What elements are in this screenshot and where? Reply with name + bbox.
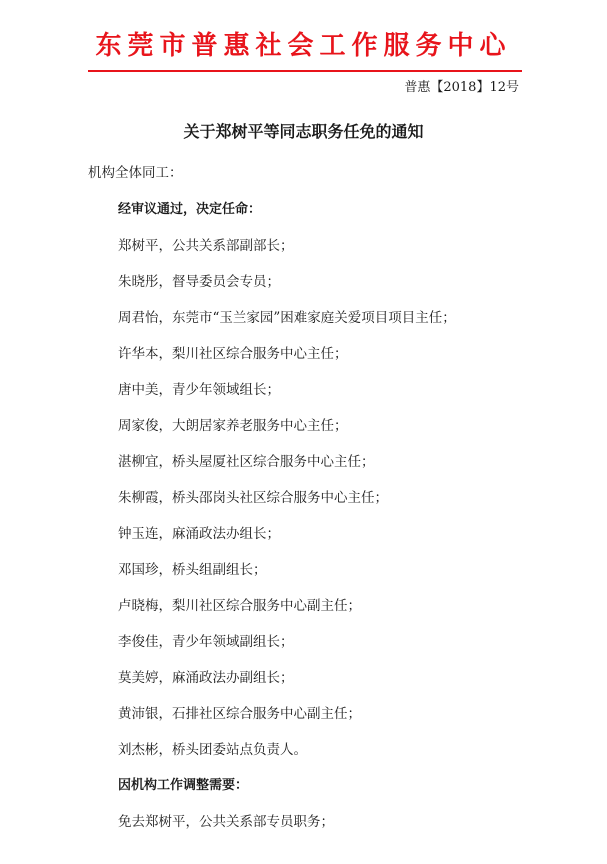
notice-title: 关于郑树平等同志职务任免的通知: [183, 122, 424, 141]
appointment-item: 唐中美，青少年领域组长；: [118, 382, 280, 398]
appointment-item: 许华本，梨川社区综合服务中心主任；: [118, 346, 348, 362]
appointment-item: 黄沛银，石排社区综合服务中心副主任；: [118, 706, 361, 722]
removal-list: [118, 776, 538, 848]
appointment-item: 李俊佳，青少年领域副组长；: [118, 634, 294, 650]
appointment-item: 钟玉连，麻涌政法办组长；: [118, 526, 280, 542]
appointment-item: 莫美婷，麻涌政法办副组长；: [118, 670, 294, 686]
document-number: 普惠【2018】12号: [404, 80, 519, 95]
appointment-item: 周君怡，东莞市“玉兰家园”困难家庭关爱项目项目主任；: [118, 310, 456, 326]
appointment-item: 朱柳霞，桥头邵岗头社区综合服务中心主任；: [118, 490, 388, 506]
header-divider: [88, 70, 522, 72]
removal-intro: 因机构工作调整需要：: [118, 778, 249, 793]
appointment-item: 邓国珍，桥头组副组长；: [118, 562, 267, 578]
appointment-item: 湛柳宜，桥头屋厦社区综合服务中心主任；: [118, 454, 375, 470]
salutation: 机构全体同工：: [88, 165, 183, 181]
appointment-item: 朱晓彤，督导委员会专员；: [118, 274, 280, 290]
appointment-item: 周家俊，大朗居家养老服务中心主任；: [118, 418, 348, 434]
appointment-intro: 经审议通过，决定任命：: [118, 202, 262, 217]
appointment-list: [118, 200, 538, 776]
appointment-item: 郑树平，公共关系部副部长；: [118, 238, 294, 254]
removal-item: 免去郑树平，公共关系部专员职务；: [118, 814, 334, 830]
organization-header: 东莞市普惠社会工作服务中心: [95, 31, 512, 61]
appointment-item: 刘杰彬，桥头团委站点负责人。: [118, 742, 307, 758]
appointment-item: 卢晓梅，梨川社区综合服务中心副主任；: [118, 598, 361, 614]
